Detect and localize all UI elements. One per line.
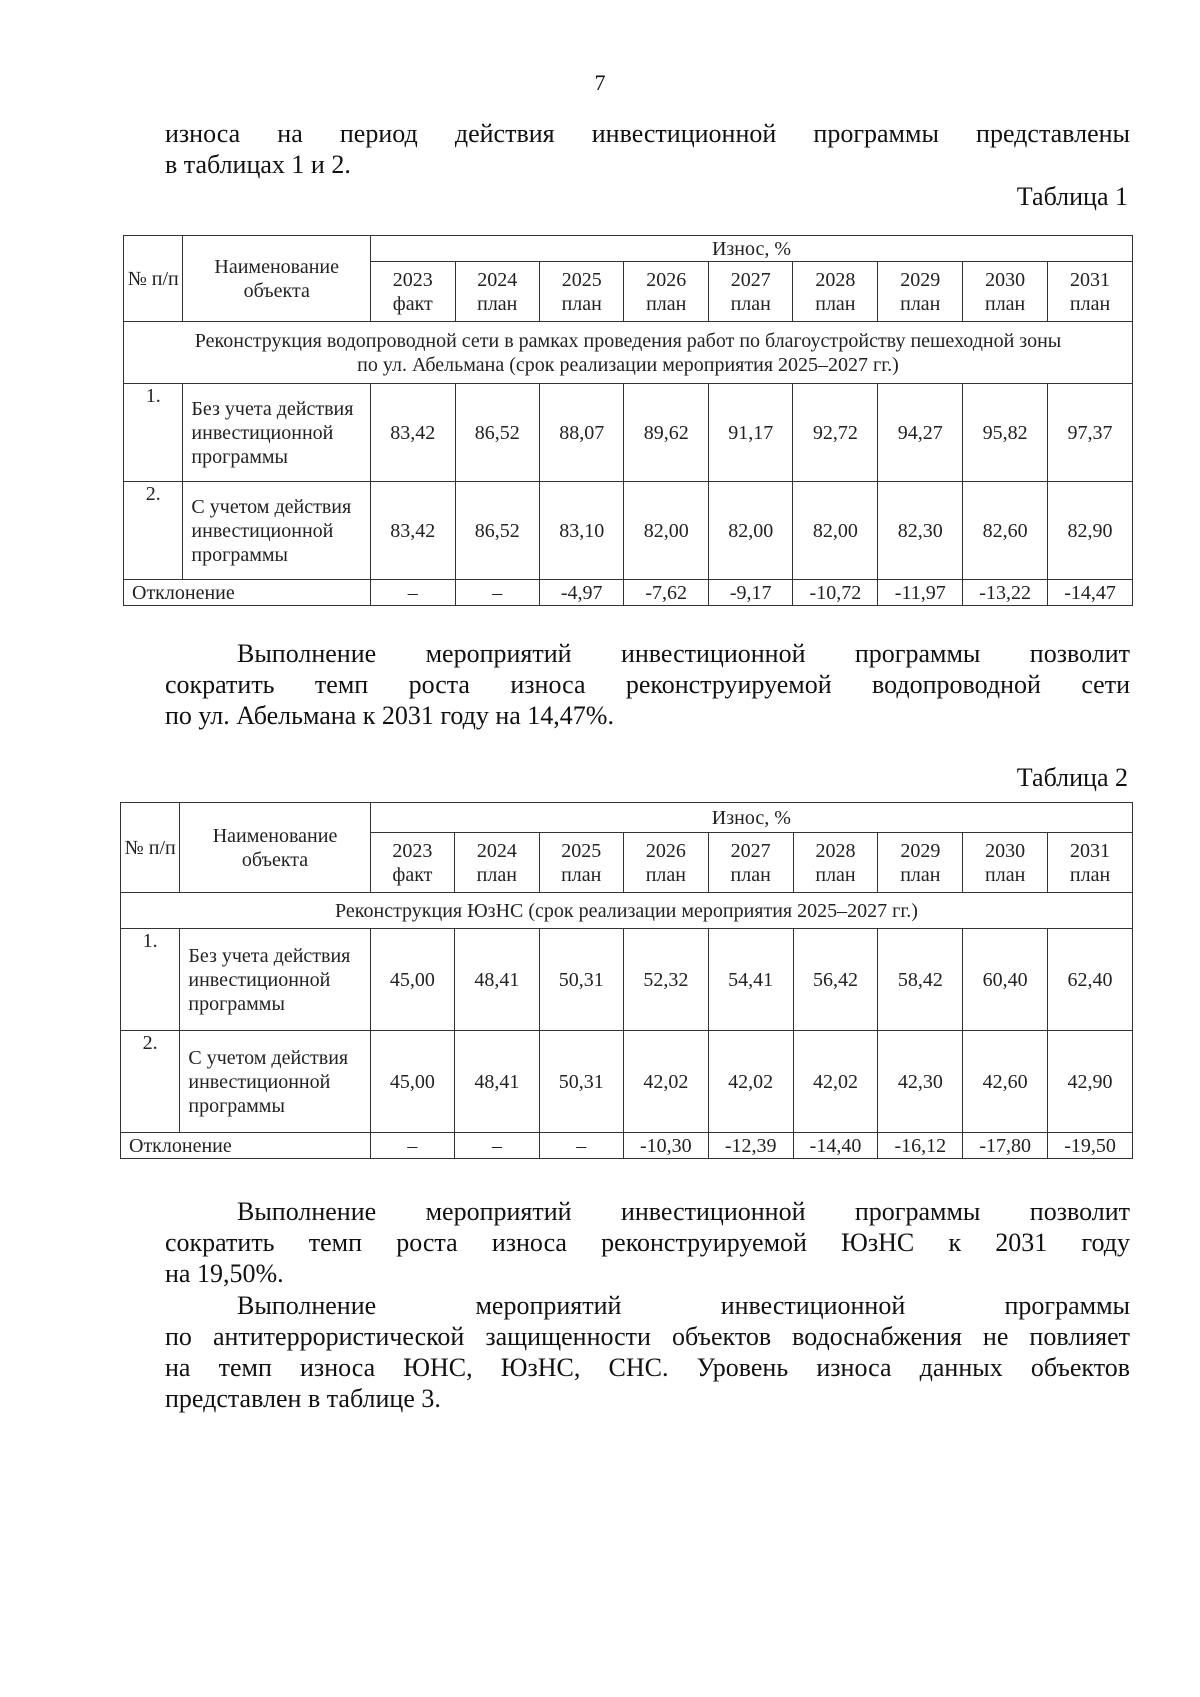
year-header — [963, 833, 1048, 893]
value-cell: 42,60 — [963, 1031, 1048, 1133]
year-label: 2026 — [646, 268, 687, 291]
paragraph-4-line-4: представлен в таблице 3. — [165, 1384, 441, 1413]
deviation-cell: -10,30 — [623, 1133, 708, 1159]
value-cell: 60,40 — [963, 929, 1048, 1031]
row-name: Без учета действия инвестиционной программы — [183, 384, 371, 482]
deviation-row — [124, 580, 1133, 606]
row-num: 1. — [121, 929, 180, 1031]
deviation-label: Отклонение — [121, 1133, 371, 1159]
year-label: 2023 — [392, 839, 433, 862]
value-cell: 82,00 — [793, 482, 878, 580]
year-label: 2024 — [477, 268, 518, 291]
value-cell: 42,02 — [708, 1031, 793, 1133]
year-header — [539, 262, 623, 322]
deviation-cell: -10,72 — [793, 580, 878, 606]
value-cell: 42,30 — [878, 1031, 963, 1133]
table-row — [121, 929, 1133, 1031]
year-kind: план — [561, 863, 602, 886]
paragraph-4-line-1: Выполнение мероприятий инвестиционной программы — [237, 1291, 1130, 1320]
year-kind: факт — [392, 292, 433, 315]
deviation-cell: -11,97 — [878, 580, 963, 606]
deviation-cell: – — [539, 1133, 623, 1159]
value-cell: 89,62 — [624, 384, 708, 482]
row-name: Без учета действия инвестиционной программы — [180, 929, 370, 1031]
year-kind: факт — [392, 863, 433, 886]
table-row — [121, 1031, 1133, 1133]
year-label: 2027 — [730, 839, 771, 862]
year-kind: план — [1069, 292, 1111, 315]
year-header — [371, 262, 455, 322]
deviation-cell: -4,97 — [539, 580, 623, 606]
year-kind: план — [985, 863, 1026, 886]
value-cell: 56,42 — [793, 929, 878, 1031]
section-title-line-1: Реконструкция водопроводной сети в рамках проведения работ по благоустройству пешеходной зоны — [194, 329, 1062, 352]
row-name: С учетом действия инвестиционной программы — [180, 1031, 370, 1133]
row-name: С учетом действия инвестиционной программы — [183, 482, 371, 580]
value-cell: 83,42 — [371, 384, 455, 482]
wear-table-1 — [123, 235, 1133, 606]
year-label: 2027 — [730, 268, 771, 291]
year-kind: план — [984, 292, 1026, 315]
year-header — [963, 262, 1048, 322]
paragraph-2 — [165, 638, 1130, 731]
deviation-cell: -14,47 — [1048, 580, 1133, 606]
value-cell: 45,00 — [370, 929, 454, 1031]
year-label: 2031 — [1070, 839, 1111, 862]
paragraph-4 — [165, 1290, 1130, 1414]
header-name: Наименование объекта — [183, 236, 371, 322]
value-cell: 42,90 — [1048, 1031, 1133, 1133]
year-kind: план — [646, 292, 687, 315]
year-header — [1048, 833, 1133, 893]
year-header — [793, 833, 878, 893]
paragraph-4-line-3: на темп износа ЮНС, ЮзНС, СНС. Уровень износа данных объектов — [165, 1353, 1130, 1382]
year-kind: план — [476, 863, 517, 886]
deviation-cell: -7,62 — [624, 580, 708, 606]
deviation-cell: -14,40 — [793, 1133, 878, 1159]
year-label: 2023 — [392, 268, 433, 291]
year-label: 2024 — [476, 839, 517, 862]
value-cell: 50,31 — [539, 929, 623, 1031]
paragraph-3-line-1: Выполнение мероприятий инвестиционной программы позволит — [237, 1197, 1130, 1226]
value-cell: 88,07 — [539, 384, 623, 482]
year-header — [878, 833, 963, 893]
year-label: 2025 — [561, 839, 602, 862]
year-label: 2030 — [985, 839, 1026, 862]
year-kind: план — [730, 292, 771, 315]
value-cell: 95,82 — [963, 384, 1048, 482]
page-number: 7 — [594, 70, 606, 95]
year-kind: план — [815, 863, 856, 886]
deviation-cell: -19,50 — [1048, 1133, 1133, 1159]
deviation-cell: -16,12 — [878, 1133, 963, 1159]
row-num: 2. — [124, 482, 183, 580]
value-cell: 42,02 — [793, 1031, 878, 1133]
value-cell: 94,27 — [878, 384, 963, 482]
wear-table-2 — [120, 802, 1133, 1159]
value-cell: 83,42 — [371, 482, 455, 580]
deviation-cell: -9,17 — [708, 580, 792, 606]
value-cell: 82,00 — [624, 482, 708, 580]
paragraph-3-line-3: на 19,50%. — [165, 1259, 284, 1288]
year-label: 2026 — [645, 839, 686, 862]
deviation-cell: -17,80 — [963, 1133, 1048, 1159]
value-cell: 92,72 — [793, 384, 878, 482]
year-label: 2031 — [1070, 268, 1111, 291]
value-cell: 42,02 — [623, 1031, 708, 1133]
year-header — [455, 833, 539, 893]
year-kind: план — [730, 863, 771, 886]
year-label: 2030 — [985, 268, 1026, 291]
year-header — [878, 262, 963, 322]
header-wear-group: Износ, % — [370, 803, 1132, 833]
paragraph-3 — [165, 1196, 1130, 1289]
year-kind: план — [645, 863, 686, 886]
table-row — [124, 384, 1133, 482]
value-cell: 82,30 — [878, 482, 963, 580]
paragraph-4-line-2: по антитеррористической защищенности объектов водоснабжения не повлияет — [165, 1322, 1130, 1351]
table1-caption: Таблица 1 — [1016, 182, 1128, 211]
year-label: 2029 — [900, 268, 941, 291]
deviation-cell: -13,22 — [963, 580, 1048, 606]
paragraph-2-line-2: сократить темп роста износа реконструируемой водопроводной сети — [165, 670, 1130, 699]
year-header — [793, 262, 878, 322]
row-num: 1. — [124, 384, 183, 482]
deviation-cell: – — [371, 580, 455, 606]
table2-caption: Таблица 2 — [1016, 763, 1128, 792]
value-cell: 83,10 — [539, 482, 623, 580]
deviation-cell: – — [455, 1133, 539, 1159]
paragraph-2-line-1: Выполнение мероприятий инвестиционной программы позволит — [237, 639, 1130, 668]
header-wear-group: Износ, % — [371, 236, 1133, 262]
year-kind: план — [561, 292, 602, 315]
deviation-label: Отклонение — [124, 580, 371, 606]
year-header — [1048, 262, 1133, 322]
header-name: Наименование объекта — [180, 803, 370, 893]
intro-paragraph — [165, 118, 1130, 180]
value-cell: 91,17 — [708, 384, 792, 482]
paragraph-2-line-3: по ул. Абельмана к 2031 году на 14,47%. — [165, 701, 614, 730]
section-title — [121, 893, 1133, 929]
value-cell: 48,41 — [455, 1031, 539, 1133]
deviation-cell: – — [370, 1133, 454, 1159]
year-kind: план — [1069, 863, 1111, 886]
year-label: 2029 — [900, 839, 941, 862]
value-cell: 58,42 — [878, 929, 963, 1031]
year-header — [623, 833, 708, 893]
section-title-line-2: по ул. Абельмана (срок реализации мероприятия 2025–2027 гг.) — [357, 353, 899, 376]
value-cell: 50,31 — [539, 1031, 623, 1133]
header-num: № п/п — [124, 236, 183, 322]
intro-line-2: в таблицах 1 и 2. — [165, 150, 351, 179]
value-cell: 86,52 — [455, 482, 539, 580]
header-num: № п/п — [121, 803, 180, 893]
year-kind: план — [900, 292, 941, 315]
year-kind: план — [815, 292, 856, 315]
year-label: 2028 — [815, 268, 856, 291]
year-label: 2028 — [815, 839, 856, 862]
deviation-cell: -12,39 — [708, 1133, 793, 1159]
value-cell: 54,41 — [708, 929, 793, 1031]
value-cell: 48,41 — [455, 929, 539, 1031]
year-header — [624, 262, 708, 322]
year-header — [708, 262, 792, 322]
deviation-row — [121, 1133, 1133, 1159]
value-cell: 45,00 — [370, 1031, 454, 1133]
value-cell: 82,90 — [1048, 482, 1133, 580]
section-title-line-1: Реконструкция ЮзНС (срок реализации мероприятия 2025–2027 гг.) — [335, 899, 918, 922]
year-label: 2025 — [561, 268, 602, 291]
year-header — [539, 833, 623, 893]
year-kind: план — [477, 292, 518, 315]
value-cell: 82,00 — [708, 482, 792, 580]
paragraph-3-line-2: сократить темп роста износа реконструируемой ЮзНС к 2031 году — [165, 1228, 1130, 1257]
value-cell: 86,52 — [455, 384, 539, 482]
intro-line-1: износа на период действия инвестиционной программы представлены — [165, 119, 1130, 148]
deviation-cell: – — [455, 580, 539, 606]
value-cell: 97,37 — [1048, 384, 1133, 482]
year-kind: план — [900, 863, 941, 886]
year-header — [370, 833, 454, 893]
value-cell: 52,32 — [623, 929, 708, 1031]
section-title — [124, 322, 1133, 384]
table-row — [124, 482, 1133, 580]
year-header — [708, 833, 793, 893]
year-header — [455, 262, 539, 322]
row-num: 2. — [121, 1031, 180, 1133]
value-cell: 62,40 — [1048, 929, 1133, 1031]
value-cell: 82,60 — [963, 482, 1048, 580]
